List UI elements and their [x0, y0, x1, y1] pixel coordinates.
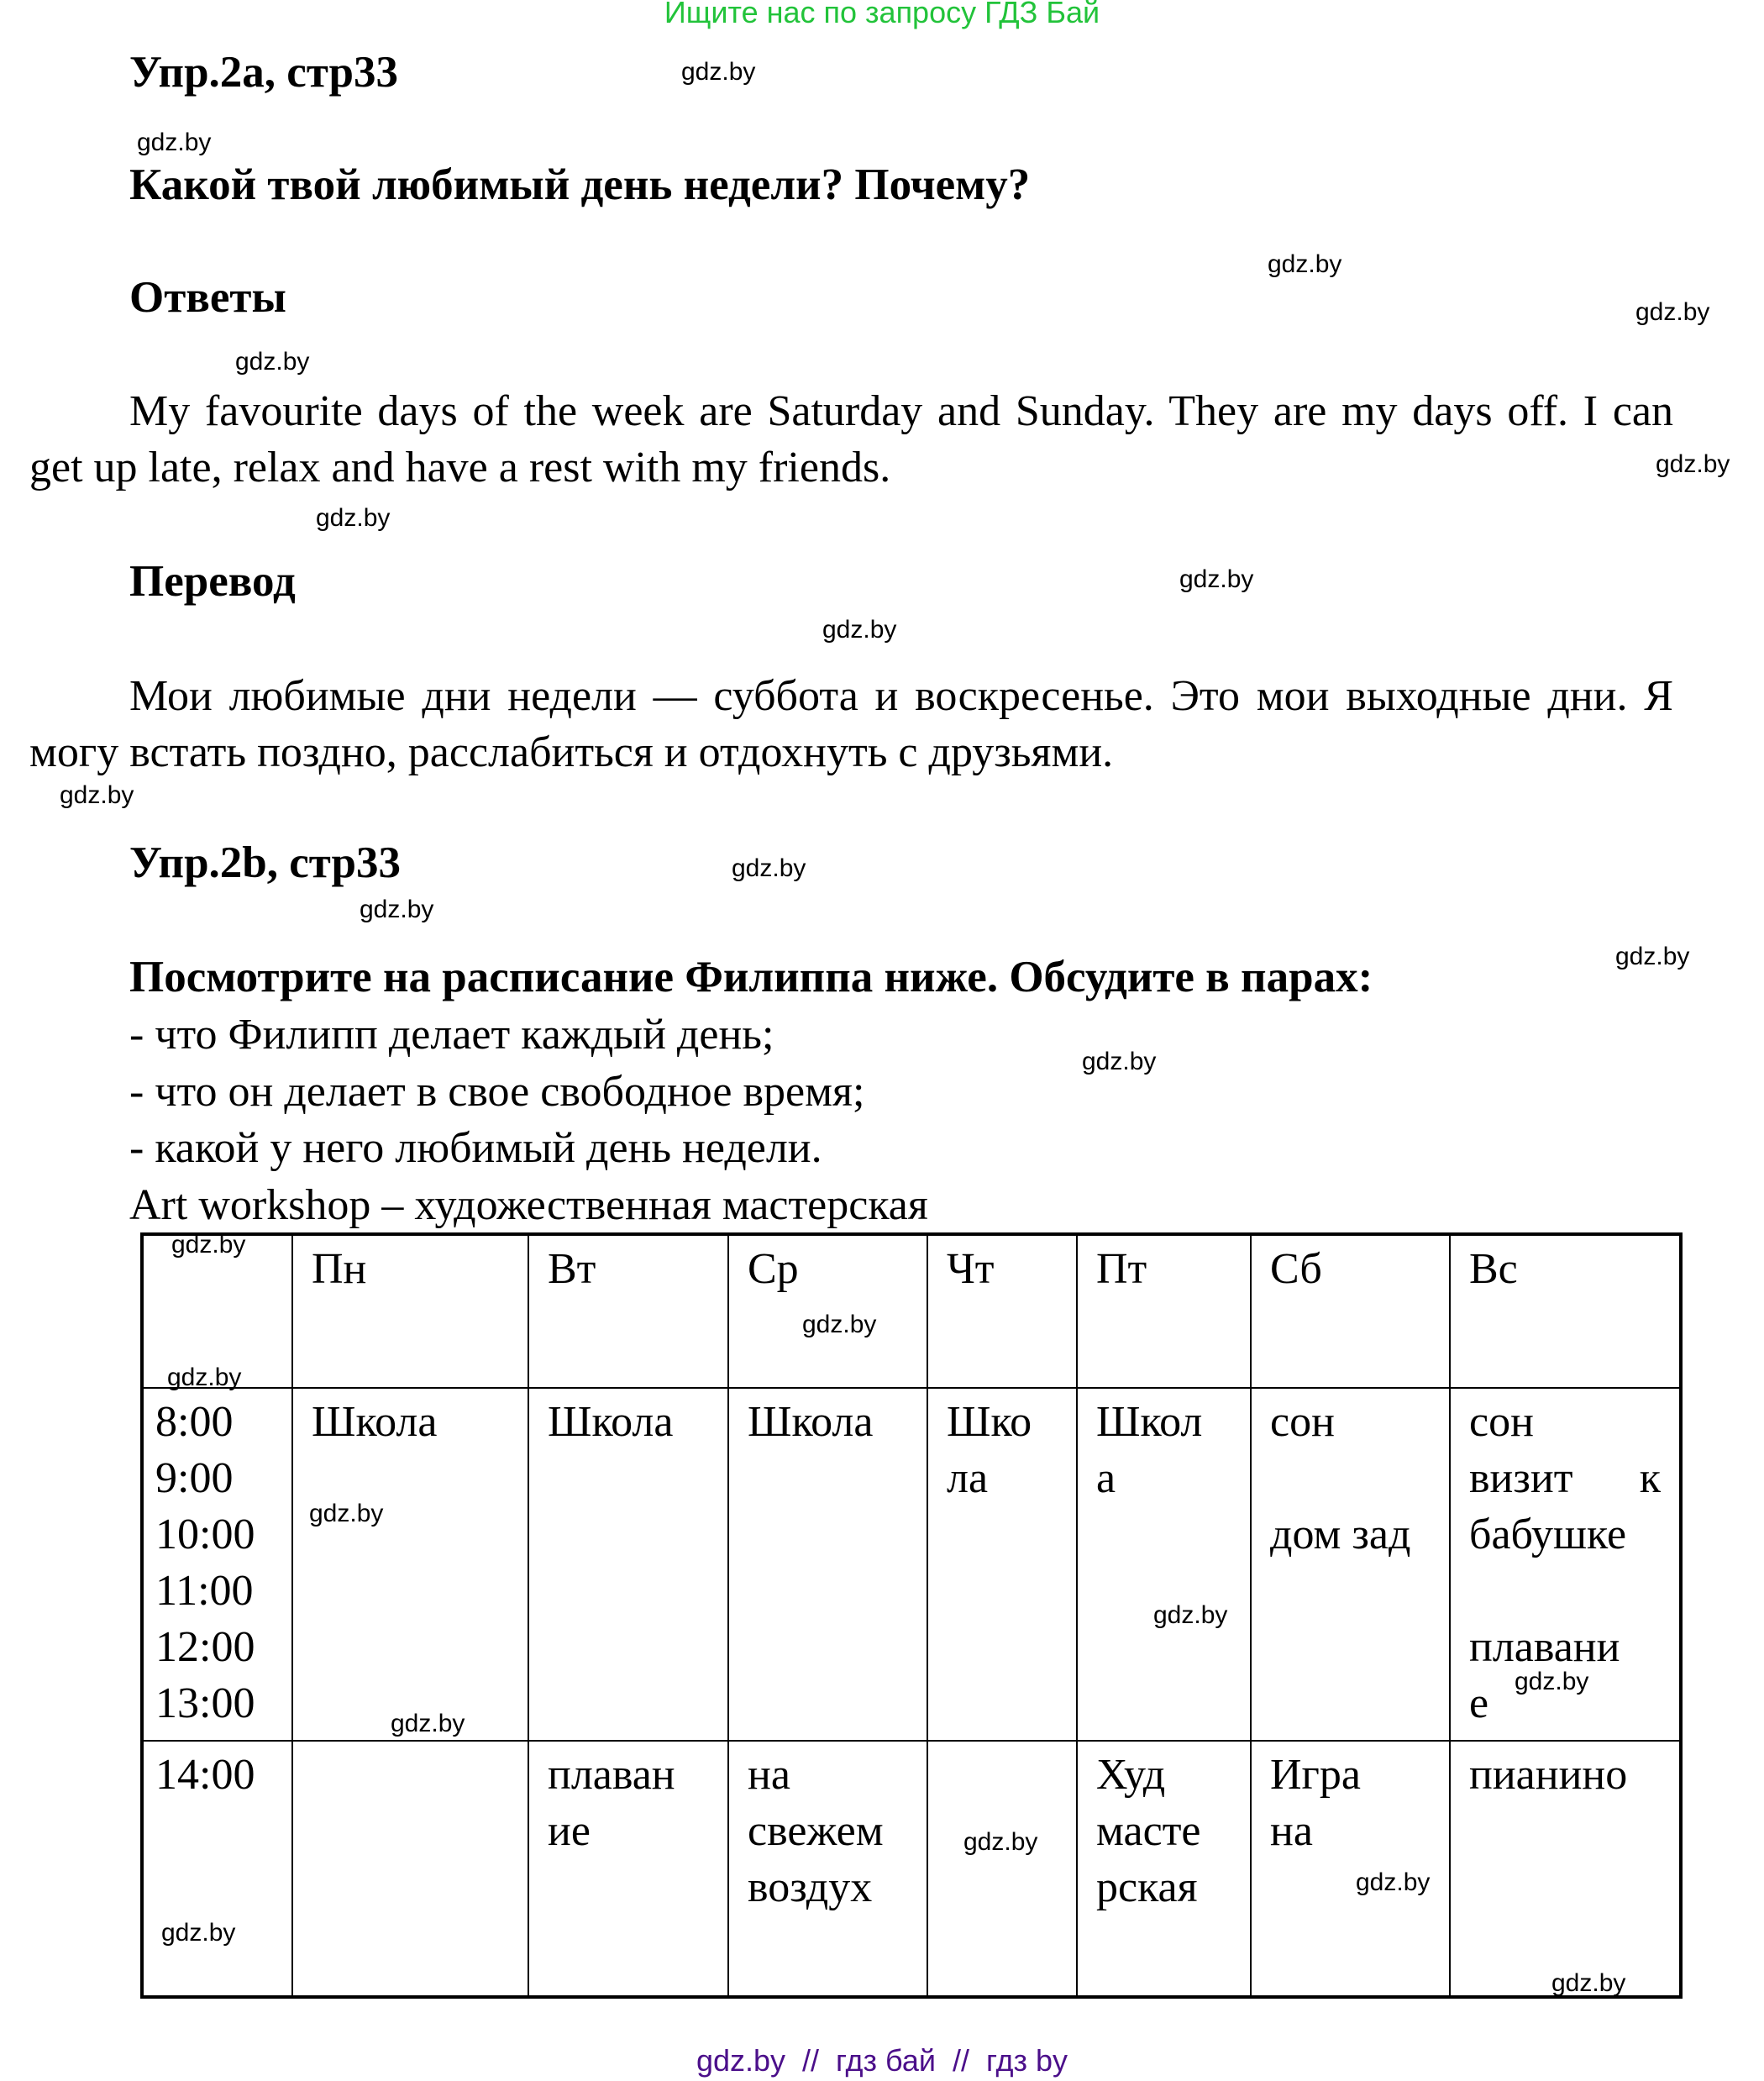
watermark: gdz.by	[1153, 1601, 1228, 1629]
header-cell: Пн	[292, 1234, 528, 1388]
watermark: gdz.by	[309, 1500, 384, 1527]
schedule-cell: Школа	[728, 1388, 927, 1741]
schedule-cell	[292, 1741, 528, 1997]
watermark: gdz.by	[1615, 943, 1690, 970]
schedule-row	[142, 1388, 1681, 1741]
schedule-cell: пианино	[1450, 1741, 1681, 1997]
answer-text: My favourite days of the week are Saturday and Sunday. They are my days off. I can get up late, relax and have a rest with my friends.	[29, 387, 1673, 491]
exercise-2a-title: Упр.2a, стр33	[129, 48, 398, 97]
watermark: gdz.by	[1635, 298, 1710, 326]
watermark: gdz.by	[391, 1710, 465, 1737]
schedule-cell: Школа	[528, 1388, 728, 1741]
header-cell: Сб	[1251, 1234, 1450, 1388]
art-workshop-note: Art workshop – художественная мастерская	[129, 1181, 928, 1229]
watermark: gdz.by	[732, 854, 806, 882]
exercise-2a-question: Какой твой любимый день недели? Почему?	[129, 160, 1031, 209]
header-cell: Ср	[728, 1234, 927, 1388]
schedule-header-row	[142, 1234, 1681, 1388]
answers-heading: Ответы	[129, 273, 286, 322]
schedule-row	[142, 1741, 1681, 1997]
schedule-cell: Игра на	[1251, 1741, 1450, 1997]
header-cell: Чт	[927, 1234, 1077, 1388]
task-item: - что он делает в свое свободное время;	[129, 1068, 865, 1116]
task-item: - что Филипп делает каждый день;	[129, 1011, 774, 1059]
exercise-2b-title: Упр.2b, стр33	[129, 838, 401, 887]
schedule-cell: Худ масте рская	[1077, 1741, 1251, 1997]
watermark: gdz.by	[963, 1828, 1038, 1856]
schedule-cell: на свежем воздух	[728, 1741, 927, 1997]
translation-text: Мои любимые дни недели — суббота и воскресенье. Это мои выходные дни. Я могу встать поздно, расслабиться и отдохнуть с друзьями.	[29, 672, 1673, 776]
watermark: gdz.by	[167, 1364, 242, 1391]
watermark: gdz.by	[360, 896, 434, 923]
footer-links: gdz.by // гдз бай // гдз by	[696, 2043, 1068, 2078]
watermark: gdz.by	[1179, 565, 1254, 593]
watermark: gdz.by	[60, 781, 134, 809]
watermark: gdz.by	[681, 58, 756, 86]
schedule-cell: сон визит к бабушке плавани е	[1450, 1388, 1681, 1741]
header-cell: Пт	[1077, 1234, 1251, 1388]
watermark: gdz.by	[316, 504, 391, 532]
watermark: gdz.by	[1082, 1048, 1157, 1075]
schedule-cell: Шко ла	[927, 1388, 1077, 1741]
task-item: - какой у него любимый день недели.	[129, 1124, 822, 1172]
schedule-cell: плаван ие	[528, 1741, 728, 1997]
watermark: gdz.by	[161, 1919, 236, 1947]
watermark: gdz.by	[802, 1311, 877, 1338]
header-cell: Вт	[528, 1234, 728, 1388]
time-cell: 14:00	[142, 1741, 292, 1997]
watermark: gdz.by	[1656, 450, 1730, 478]
watermark: gdz.by	[235, 348, 310, 376]
schedule-cell: сон дом зад	[1251, 1388, 1450, 1741]
schedule-cell: Школ а	[1077, 1388, 1251, 1741]
header-cell: Вс	[1450, 1234, 1681, 1388]
translation-heading: Перевод	[129, 557, 296, 606]
watermark: gdz.by	[1515, 1668, 1589, 1695]
time-cell: 8:00 9:00 10:00 11:00 12:00 13:00	[142, 1388, 292, 1741]
schedule-cell: Школа	[292, 1388, 528, 1741]
schedule-table	[140, 1232, 1683, 1999]
watermark: gdz.by	[137, 129, 212, 156]
watermark: gdz.by	[171, 1231, 246, 1259]
schedule-cell	[927, 1741, 1077, 1997]
watermark: gdz.by	[1551, 1969, 1626, 1997]
search-banner: Ищите нас по запросу ГДЗ Бай	[664, 0, 1100, 29]
exercise-2b-task: Посмотрите на расписание Филиппа ниже. Обсудите в парах:	[129, 953, 1373, 1001]
watermark: gdz.by	[1268, 250, 1342, 278]
watermark: gdz.by	[822, 616, 897, 644]
watermark: gdz.by	[1356, 1868, 1431, 1896]
